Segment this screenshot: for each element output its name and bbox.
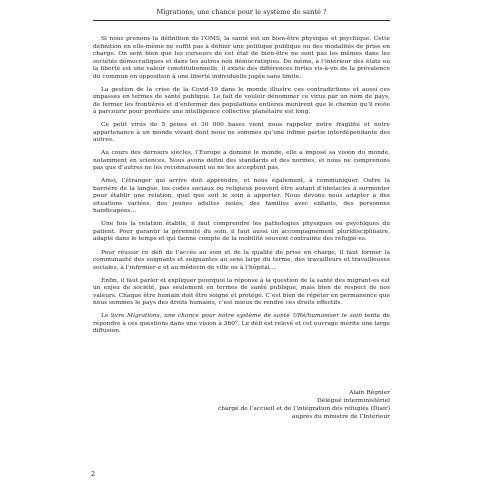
header-rule xyxy=(93,20,390,21)
book-title: Migrations, une chance pour notre système de santé ?/Ré/humaniser le soin xyxy=(127,313,362,320)
paragraph-virus: Ce petit virus de 5 gènes et 30 000 bases vient nous rappeler notre fragilité et notre appartenance à un monde vivant dont nous ne sommes qu’une infime partie interdépendante des autres. xyxy=(93,122,390,144)
paragraph-europe: Au cours des derniers siècles, l’Europe a dominé le monde, elle a imposé sa vision du monde, notamment en sciences. Nous avons défini des standards et des normes, et nous ne comprenons pas que d’autres ne les reconnaissent ou ne les acceptent pas. xyxy=(93,150,390,172)
paragraph-communication: Ainsi, l’étranger qui arrive doit apprendre, et nous également, à communiquer. Outre la barrière de la langue, les codes sociaux ou religieux peuvent être autant d’obstacles à surmonter pour établir une relation, quel que soit le soin à apporter. Nous devons nous adapter à des situations variées, des jeunes adultes isolés, des familles avec enfants, des personnes handicapées… xyxy=(93,178,390,215)
preface-text xyxy=(93,36,390,341)
signature-title-3: auprès du ministre de l’Intérieur xyxy=(291,414,390,420)
paragraph-training: Pour réussir ce défi de l’accès au soin et de la qualité de prise en charge, il faut former la communauté des soignants et soignantes au sens large du terme, des travailleurs et travailleuses sociales, à l’infirmier-e et au médecin de ville ou à l’hôpital… xyxy=(93,249,390,271)
closing-after: tente de répondre à ces questions dans une vision à 360°. Le défi est relevé et cet ouvrage mérite une large diffusion. xyxy=(93,313,390,335)
paragraph-society: Enfin, il faut parler et expliquer pourquoi la réponse à la question de la santé des migrant-es est un enjeu de société, pas seulement en termes de santé publique, mais bien de respect de nos valeurs. Chaque être humain doit être soigné et protégé. C’est bien de répéter en permanence que nous sommes le pays des droits humains, c’est mieux de rendre ces droits effectifs. xyxy=(93,277,390,307)
paragraph-covid: La gestion de la crise de la Covid-19 dans le monde illustre ces contradictions et aussi ces impasses en termes de santé publique. Le fait de vouloir dénommer ce virus par un nom de pays, de fermer les frontières et d’enfermer des populations entières montrent que le chemin qu’il reste à parcourir pour produire une intelligence collective planétaire est long. xyxy=(93,86,390,116)
paragraph-relation: Une fois la relation établie, il faut comprendre les pathologies physiques ou psychiques du patient. Pour garantir la pérennité du soin, il faut aussi un accompagnement pluridisciplinaire, adapté dans le temps et qui tienne compte de la mobilité souvent contrainte des réfugié-es. xyxy=(93,221,390,243)
paragraph-oms: Si nous prenons la définition de l’OMS, la santé est un bien-être physique et psychique. Cette définition en elle-même ne suffit pas à définir une politique publique ou des modalités de prise en charge. On sent bien que les curseurs de cet état de bien-être ne sont pas les mêmes dans les sociétés démocratiques et dans les autres non démocratiques. De même, à l’intérieur des états où la liberté est une valeur constitutionnelle, il existe des différences fortes vis-à-vis de la prévalence du commun en opposition à une liberté individuelle jugée sans limite. xyxy=(93,36,390,80)
paragraph-book xyxy=(93,313,390,336)
signature-title-2: chargé de l’accueil et de l’intégration des réfugiés (Diair) xyxy=(217,406,390,412)
signature-block xyxy=(218,389,390,421)
page-number: 2 xyxy=(91,470,96,478)
signature-name: Alain Régnier xyxy=(349,390,390,396)
running-header: Migrations, une chance pour le système de santé ? xyxy=(156,8,327,16)
closing-before: Le livre xyxy=(101,313,128,320)
signature-title-1: Délégué interministériel xyxy=(317,398,390,404)
